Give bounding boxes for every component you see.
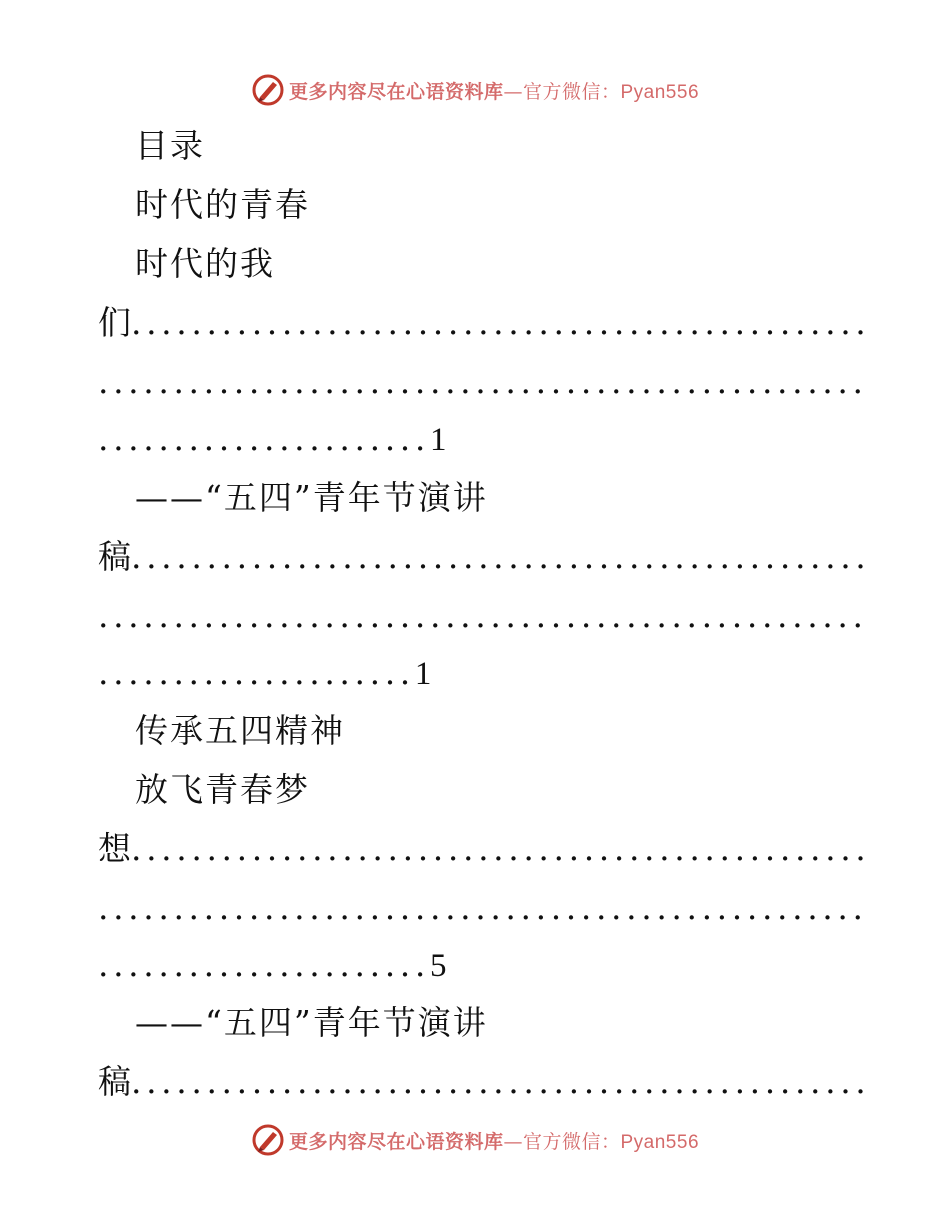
toc-entry-2-leader-line3	[0, 645, 950, 701]
toc-entry-3-leader-line3	[0, 937, 950, 993]
banner-site-text: 更多内容尽在心语资料库	[288, 1130, 504, 1153]
toc-entry-3-leader-line2	[0, 880, 950, 936]
toc-entry-4-title-line1: ——“五四”青年节演讲	[135, 1003, 488, 1042]
toc-entry-1-dots-3: ......................	[98, 419, 430, 458]
toc-entry-4-wrap-char: 稿	[98, 1062, 131, 1101]
toc-entry-1-dots-2: ...................................................	[98, 362, 868, 401]
toc-entry-2-dots-2: ...................................................	[98, 596, 868, 635]
banner-official-text: —官方微信：	[503, 80, 621, 103]
toc-entry-3-title-line2: 放飞青春梦	[135, 770, 310, 809]
toc-entry-2-leader-line1	[0, 529, 950, 585]
toc-entry-3-dots-1: .................................................	[131, 829, 871, 868]
toc-entry-4-dots-1: .................................................	[131, 1062, 871, 1101]
banner-wechat-id: Pyan556	[620, 81, 700, 103]
toc-entry-1-leader-line3	[0, 411, 950, 467]
toc-entry-1-title-line1: 时代的青春	[135, 185, 310, 224]
banner-text	[289, 1127, 699, 1154]
banner-site-text: 更多内容尽在心语资料库	[288, 80, 504, 103]
toc-entry-3-title-line1: 传承五四精神	[135, 711, 345, 750]
toc-entry-3-dots-3: ......................	[98, 945, 430, 984]
toc-entry-1-leader-line1	[0, 295, 950, 351]
toc-entry-1-dots-1: .................................................	[131, 303, 871, 342]
toc-entry-3-dots-2: ...................................................	[98, 888, 868, 927]
toc-entry-2-page: 1	[414, 656, 432, 692]
banner-text	[289, 77, 699, 104]
toc-entry-2-dots-1: .................................................	[131, 537, 871, 576]
toc-entry-2-dots-3: .....................	[98, 653, 415, 692]
toc-entry-1-title-line2: 时代的我	[135, 244, 275, 283]
toc-entry-4-leader-line1	[0, 1054, 950, 1110]
toc-entry-2-title-line1: ——“五四”青年节演讲	[135, 478, 488, 517]
toc-entry-3-leader-line1	[0, 821, 950, 877]
toc-entry-3-wrap-char: 想	[98, 829, 131, 868]
toc-entry-3-page: 5	[429, 948, 447, 984]
header-banner	[0, 70, 950, 110]
toc-entry-1-page: 1	[429, 422, 447, 458]
footer-banner	[0, 1120, 950, 1160]
toc-heading: 目录	[135, 126, 205, 165]
pen-logo-icon	[251, 73, 285, 107]
toc-entry-1-leader-line2	[0, 354, 950, 410]
pen-logo-icon	[251, 1123, 285, 1157]
toc-entry-2-wrap-char: 稿	[98, 537, 131, 576]
banner-official-text: —官方微信：	[503, 1130, 621, 1153]
toc-entry-1-wrap-char: 们	[98, 303, 131, 342]
banner-wechat-id: Pyan556	[620, 1131, 700, 1153]
toc-entry-2-leader-line2	[0, 588, 950, 644]
